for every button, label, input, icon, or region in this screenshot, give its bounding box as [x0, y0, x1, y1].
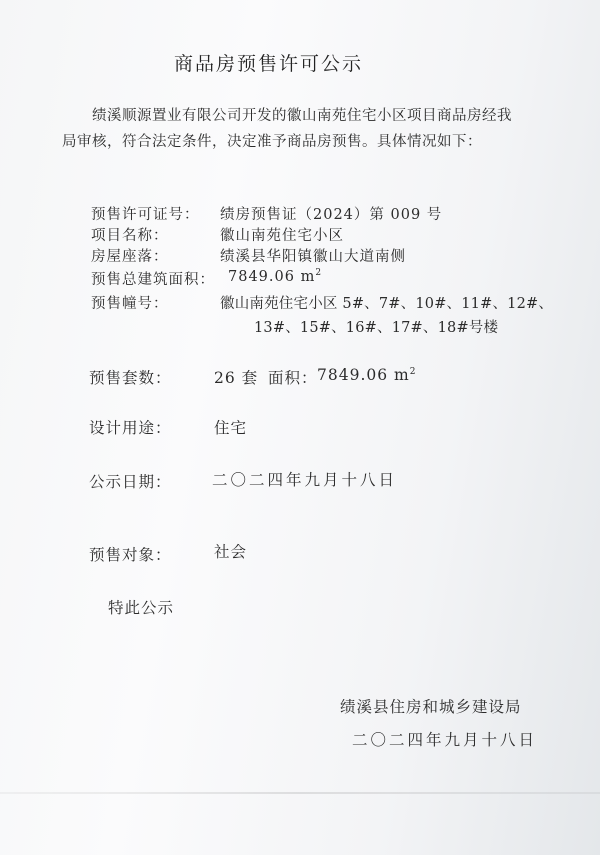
total-area: [228, 268, 322, 285]
area-value: 7849.06: [317, 366, 389, 384]
area-unit-sup-2: 2: [409, 366, 417, 377]
target-label: 预售对象：: [89, 546, 172, 564]
area-unit: m: [300, 268, 316, 285]
buildings-line-2: 13#、15#、16#、17#、18#号楼: [254, 320, 499, 336]
project-name-label: 项目名称：: [91, 228, 169, 244]
use-label: 设计用途：: [89, 419, 172, 437]
units-label: 预售套数：: [89, 369, 172, 387]
date-value: 二〇二四年九月十八日: [212, 471, 398, 489]
location-value: 绩溪县华阳镇徽山大道南侧: [220, 249, 406, 265]
target-value: 社会: [214, 543, 248, 561]
area-label: 面积：: [268, 369, 318, 387]
area-unit-2: m: [394, 366, 410, 384]
document-title: 商品房预售许可公示: [174, 53, 364, 75]
project-name-value: 徽山南苑住宅小区: [220, 228, 344, 244]
total-area-label: 预售总建筑面积：: [91, 272, 215, 288]
permit-no-value: 绩房预售证（2024）第 009 号: [220, 207, 443, 223]
intro-text: 绩溪顺源置业有限公司开发的徽山南苑住宅小区项目商品房经我局审核，符合法定条件，决定准予商品房预售。具体情况如下：: [62, 108, 512, 150]
intro-paragraph: [62, 103, 522, 155]
issuer-name: 绩溪县住房和城乡建设局: [340, 698, 522, 716]
date-label: 公示日期：: [89, 473, 172, 491]
buildings-line-1: 徽山南苑住宅小区 5#、7#、10#、11#、12#、: [220, 296, 554, 312]
use-value: 住宅: [214, 419, 248, 437]
area-unit-sup: 2: [315, 268, 323, 278]
buildings-label: 预售幢号：: [91, 296, 169, 312]
permit-no-label: 预售许可证号：: [91, 207, 200, 223]
total-area-value: 7849.06: [228, 268, 295, 285]
closing-text: 特此公示: [108, 599, 175, 617]
units-value: 26 套: [214, 369, 259, 387]
area: [317, 366, 416, 384]
location-label: 房屋座落：: [91, 249, 169, 265]
issue-date: 二〇二四年九月十八日: [352, 731, 538, 749]
paper-fold: [0, 792, 600, 794]
